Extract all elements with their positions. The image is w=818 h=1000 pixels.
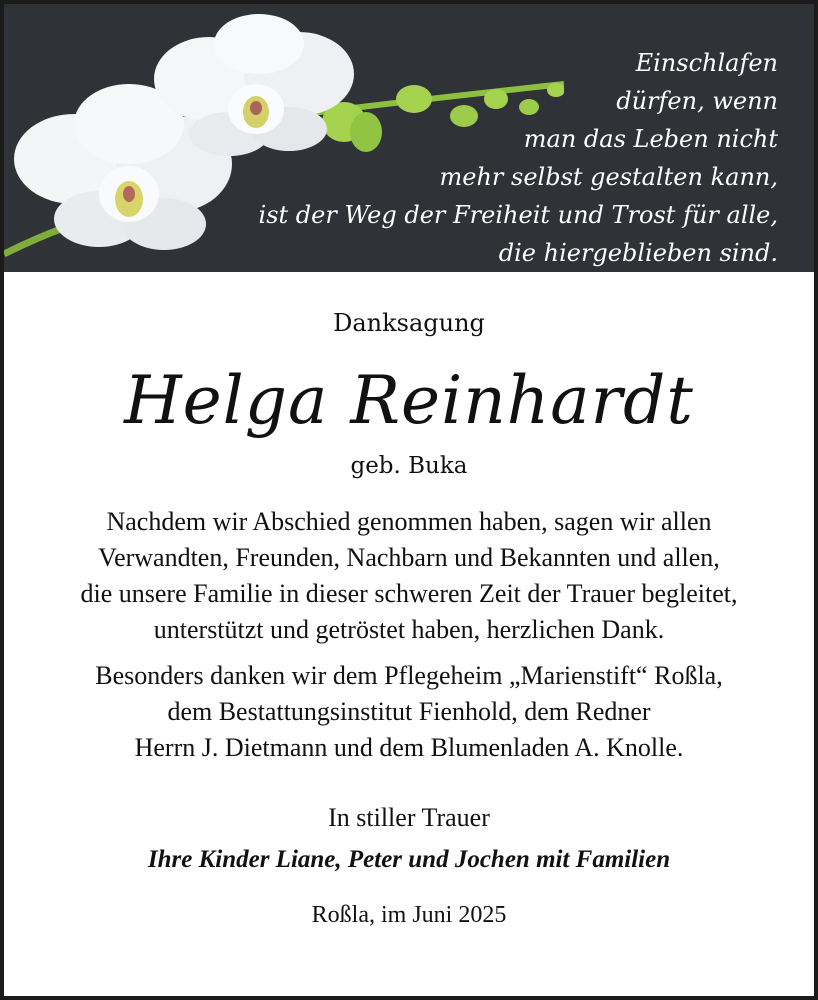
poem-line: ist der Weg der Freiheit und Trost für alle, <box>258 201 778 229</box>
maiden-name: geb. Buka <box>350 453 468 479</box>
place-date: Roßla, im Juni 2025 <box>311 902 507 928</box>
paragraph-line: unterstützt und getröstet haben, herzlichen Dank. <box>153 615 665 644</box>
deceased-name: Helga Reinhardt <box>124 362 694 439</box>
poem <box>259 44 778 272</box>
paragraph-line: dem Bestattungsinstitut Fienhold, dem Redner <box>167 697 651 726</box>
notice-heading: Danksagung <box>333 309 485 337</box>
paragraph-line: Nachdem wir Abschied genommen haben, sagen wir allen <box>106 507 712 536</box>
poem-line: dürfen, wenn <box>616 87 778 115</box>
poem-line: Einschlafen <box>635 49 778 77</box>
thanks-paragraph <box>4 504 814 648</box>
poem-line: die hiergeblieben sind. <box>498 239 778 267</box>
mourning-line: In stiller Trauer <box>328 803 490 832</box>
paragraph-line: die unsere Familie in dieser schweren Zeit der Trauer begleitet, <box>80 579 738 608</box>
special-thanks-paragraph <box>4 658 814 766</box>
paragraph-line: Besonders danken wir dem Pflegeheim „Marienstift“ Roßla, <box>95 661 723 690</box>
poem-line: man das Leben nicht <box>523 125 778 153</box>
poem-line: mehr selbst gestalten kann, <box>439 163 778 191</box>
paragraph-line: Verwandten, Freunden, Nachbarn und Bekannten und allen, <box>98 543 720 572</box>
notice-body <box>4 272 814 930</box>
paragraph-line: Herrn J. Dietmann und dem Blumenladen A. Knolle. <box>134 733 684 762</box>
header-banner <box>4 4 814 272</box>
family-signature: Ihre Kinder Liane, Peter und Jochen mit Familien <box>147 846 671 873</box>
